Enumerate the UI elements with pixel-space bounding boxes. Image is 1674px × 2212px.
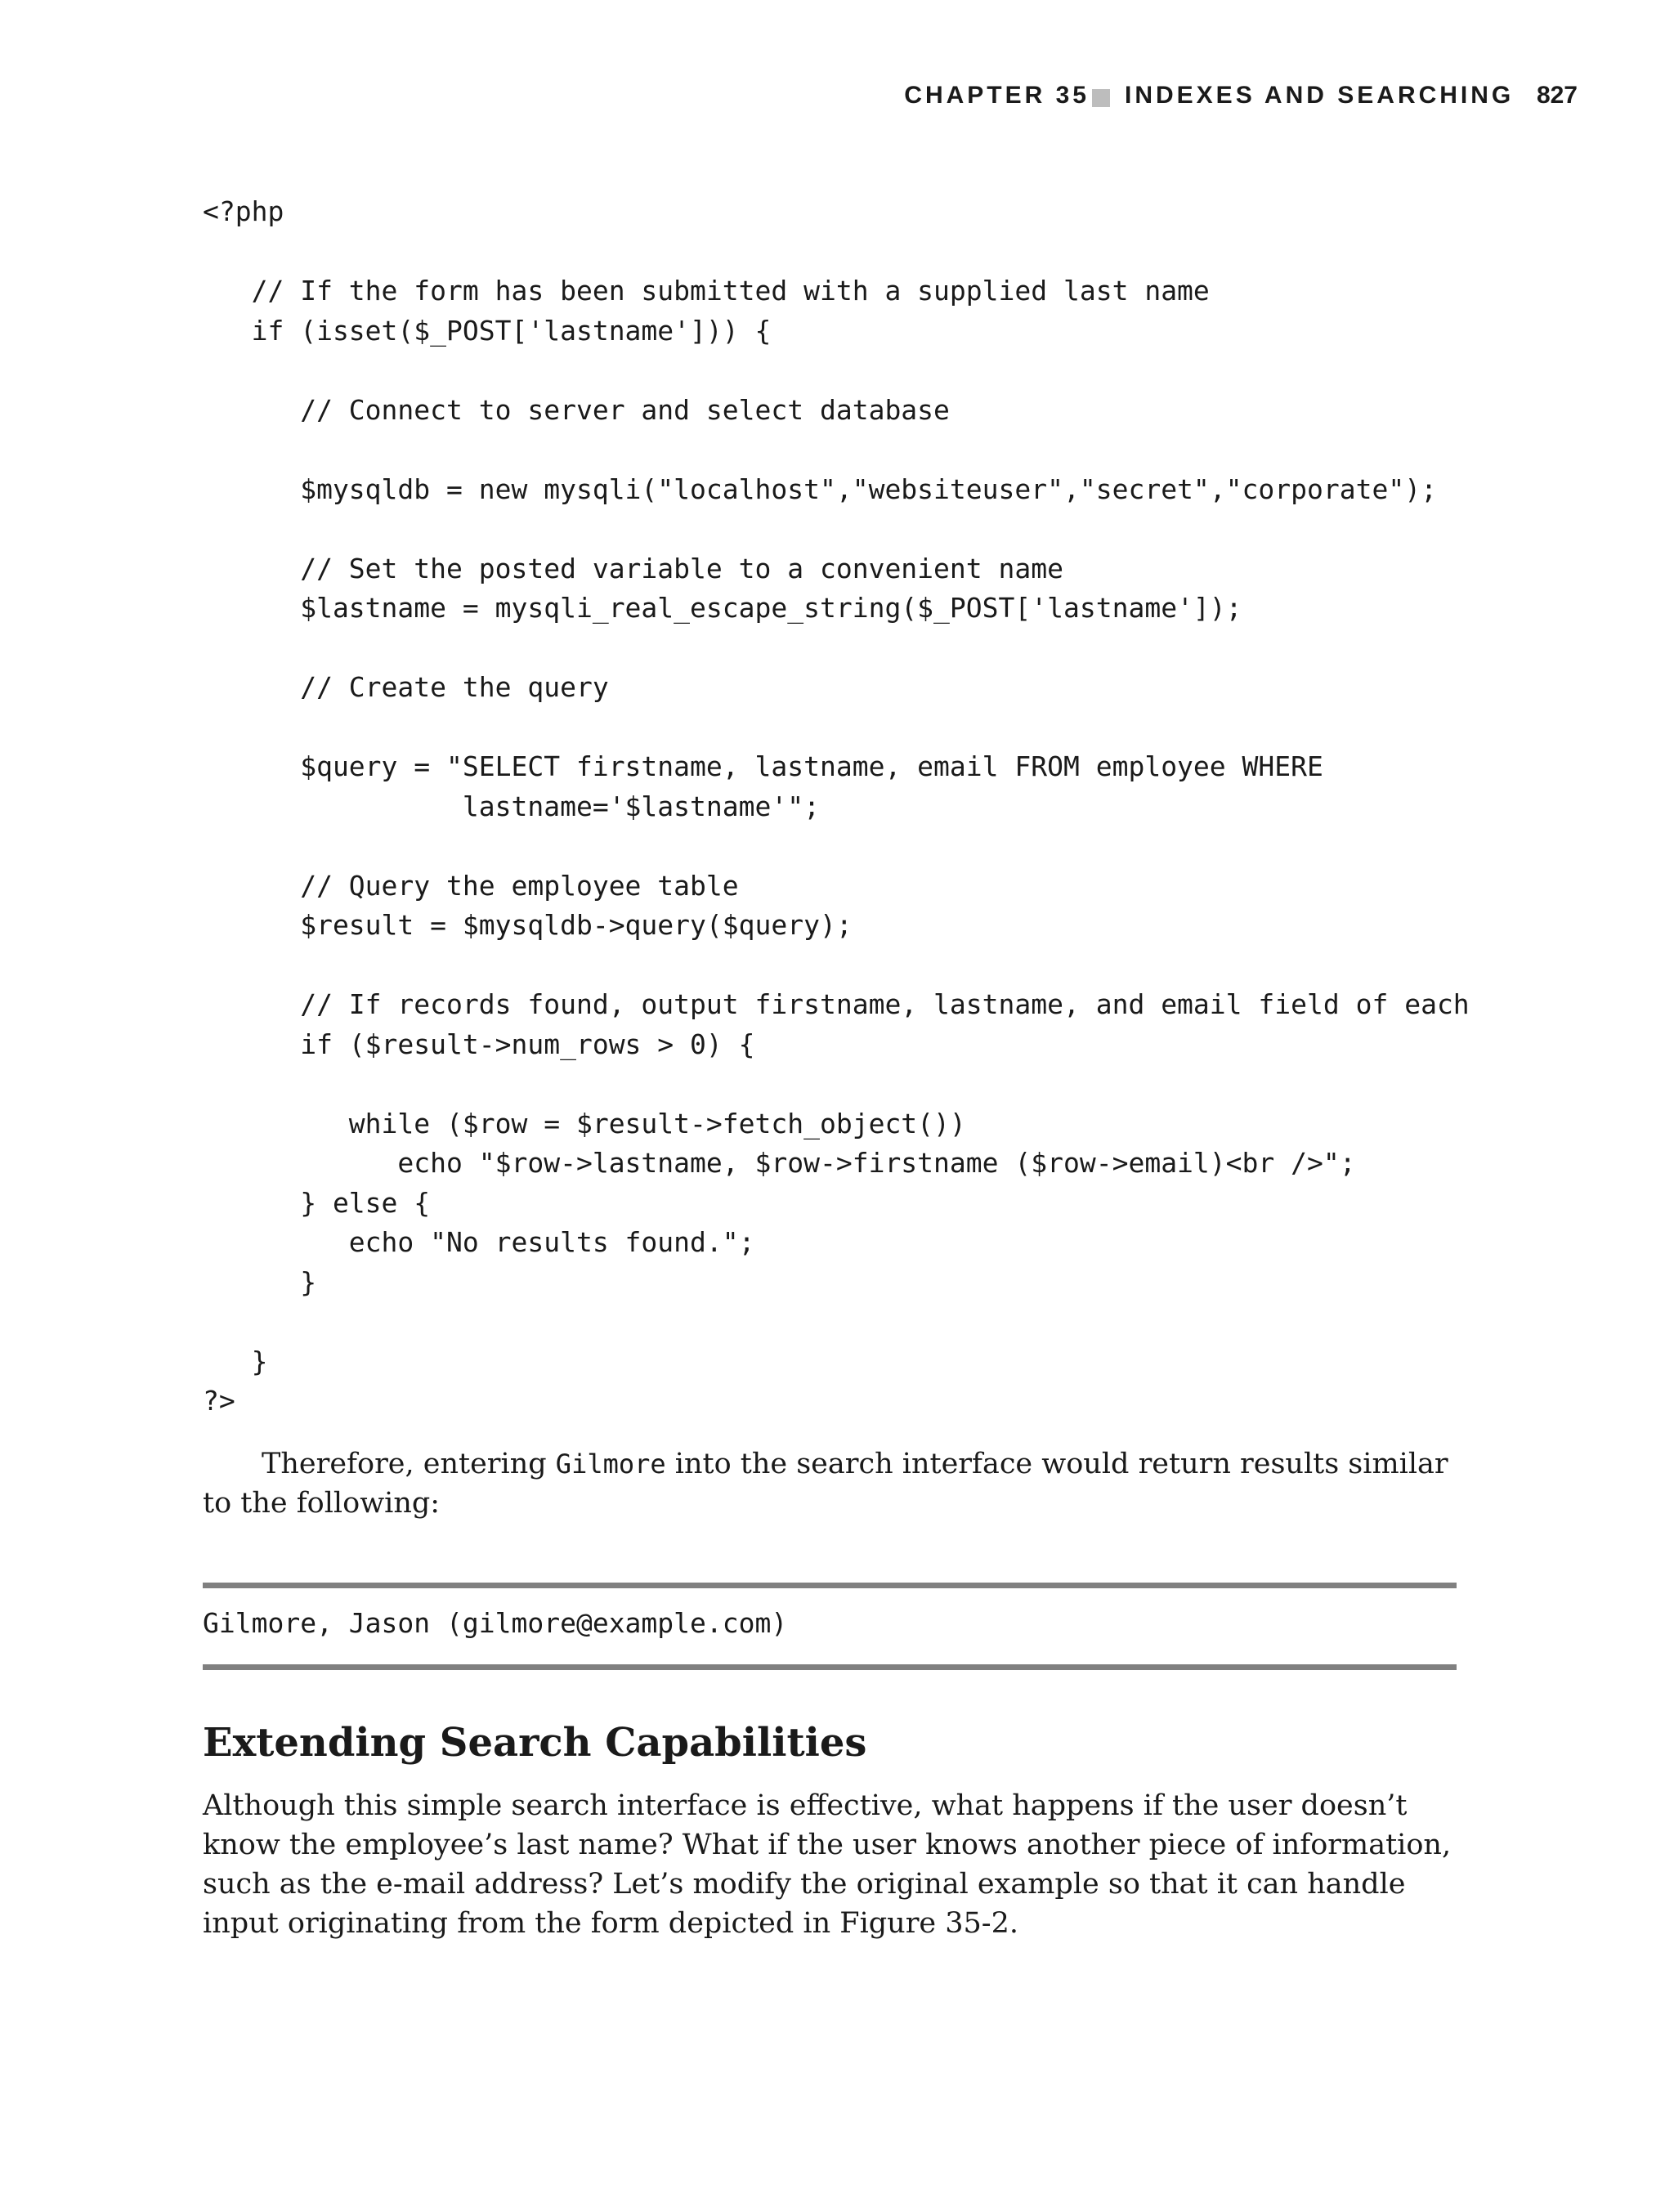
code-line: [203, 708, 1470, 748]
code-line: [203, 1302, 1470, 1342]
section-title: INDEXES AND SEARCHING: [1125, 82, 1515, 109]
chapter-label: CHAPTER 35: [904, 82, 1090, 109]
code-line: echo "No results found.";: [203, 1226, 755, 1258]
code-line: // Set the posted variable to a convenient name: [203, 552, 1063, 584]
code-line: if (isset($_POST['lastname'])) {: [203, 314, 772, 347]
code-line: [203, 509, 1470, 549]
output-rule-bottom: [203, 1664, 1457, 1670]
code-line: }: [203, 1345, 268, 1377]
code-line: $lastname = mysqli_real_escape_string($_POST['lastname']);: [203, 592, 1242, 624]
code-line: // If records found, output firstname, lastname, and email field of each: [203, 988, 1470, 1020]
output-rule-top: [203, 1583, 1457, 1588]
code-line: // Create the query: [203, 671, 609, 703]
code-line: [203, 826, 1470, 866]
code-line: }: [203, 1265, 317, 1298]
code-line: ?>: [203, 1385, 235, 1417]
code-line: [203, 351, 1470, 391]
code-line: $result = $mysqldb->query($query);: [203, 909, 853, 941]
code-line: [203, 430, 1470, 470]
page-number: 827: [1536, 82, 1578, 109]
code-line: $mysqldb = new mysqli("localhost","websiteuser","secret","corporate");: [203, 472, 1437, 505]
code-line: } else {: [203, 1186, 431, 1219]
body-paragraph-results: [203, 1444, 1478, 1523]
code-line: // Query the employee table: [203, 869, 739, 902]
code-line: while ($row = $result->fetch_object()): [203, 1107, 966, 1140]
header-separator-square-icon: [1092, 89, 1110, 107]
code-line: // Connect to server and select database: [203, 393, 950, 426]
code-line: // If the form has been submitted with a supplied last name: [203, 275, 1210, 307]
code-line: lastname='$lastname'";: [203, 790, 820, 822]
sample-output: Gilmore, Jason (gilmore@example.com): [203, 1607, 788, 1639]
code-line: [203, 946, 1470, 986]
inline-code-gilmore: Gilmore: [555, 1449, 666, 1480]
code-line: [203, 1064, 1470, 1104]
paragraph-text-after: into the search interface would return results similar to the following:: [203, 1448, 1448, 1520]
paragraph-text-before: Therefore, entering: [262, 1448, 556, 1480]
code-line: [203, 629, 1470, 669]
running-header: [0, 82, 1674, 121]
code-line: echo "$row->lastname, $row->firstname ($row->email)<br />";: [203, 1147, 1356, 1179]
code-line: if ($result->num_rows > 0) {: [203, 1028, 755, 1060]
section-heading: Extending Search Capabilities: [203, 1720, 867, 1766]
code-line: [203, 232, 1470, 272]
code-listing: [203, 192, 1470, 1422]
body-paragraph-extending: Although this simple search interface is effective, what happens if the user doesn’t know the employee’s last name? What if the user knows another piece of information, such as the e-mail address? Let’s modify the original example so that it can handle input originating from the form depicted in Figure 35-2.: [203, 1789, 1452, 1940]
code-line: <?php: [203, 195, 284, 227]
code-line: $query = "SELECT firstname, lastname, email FROM employee WHERE: [203, 750, 1323, 782]
